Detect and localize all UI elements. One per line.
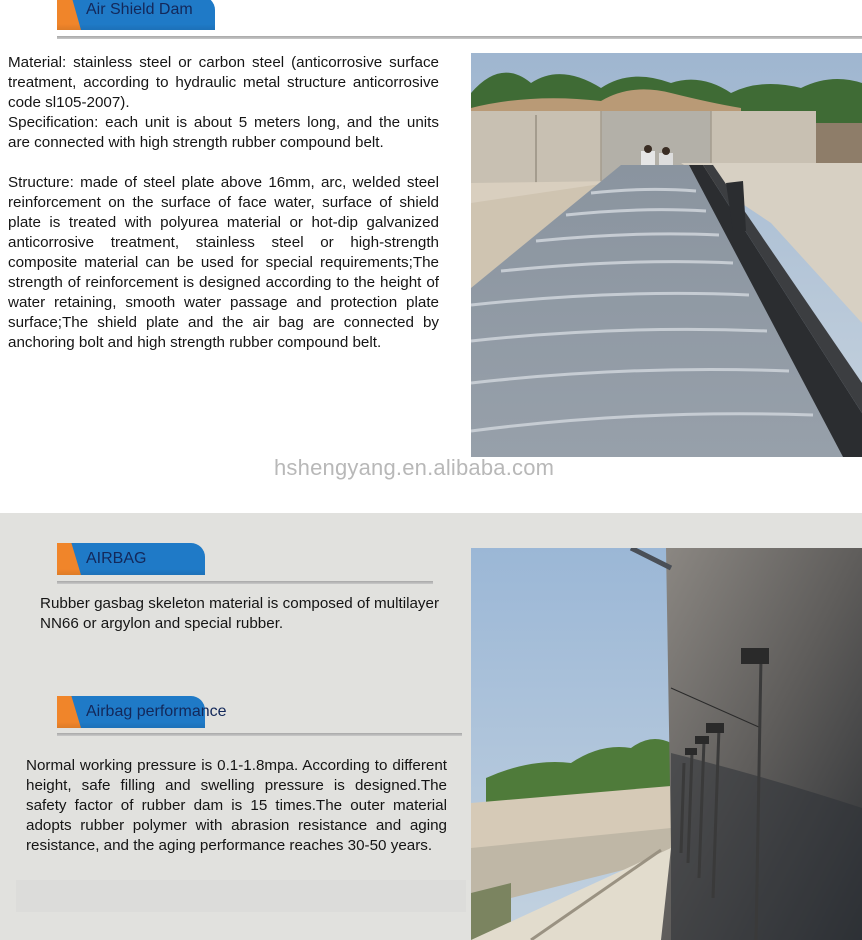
airbag-performance-paragraph: Normal working pressure is 0.1-1.8mpa. According to different height, safe filling and swelling pressure is designed.The safety factor of rubber dam is 15 times.The outer material adopts rubber polymer with abrasion resistance and aging resistance, and the aging performance reaches 30-50 years. [26, 757, 447, 854]
section-header-airbag [57, 543, 205, 575]
airbag-material-paragraph: Rubber gasbag skeleton material is composed of multilayer NN66 or argylon and special rubber. [40, 595, 439, 632]
section-divider [57, 36, 862, 39]
watermark: hshengyang.en.alibaba.com [274, 455, 555, 480]
section-title: Air Shield Dam [86, 1, 193, 18]
airbag-dam-illustration [471, 548, 862, 940]
material-paragraph: Material: stainless steel or carbon steel (anticorrosive surface treatment, according to hydraulic metal structure anticorrosive code sl105-2007). [8, 54, 439, 111]
airbag-dam-photo [471, 548, 862, 940]
section-divider [57, 733, 462, 736]
shield-dam-photo [471, 53, 862, 457]
section-header-airbag-performance [57, 696, 227, 728]
section-title: AIRBAG [86, 550, 147, 567]
section-header-air-shield-dam [57, 0, 215, 30]
section-divider [57, 581, 433, 584]
structure-paragraph: Structure: made of steel plate above 16mm, arc, welded steel reinforcement on the surface of face water, surface of shield plate is treated with polyurea material or hot-dip galvanized anticorrosive treatment, stainless steel or high-strength composite material can be used for special requirements;The strength of reinforcement is designed according to the height of water retaining, smooth water passage and protection plate surface;The shield plate and the air bag are connected by anchoring bolt and high strength rubber compound belt. [8, 174, 439, 351]
section-title: Airbag performance [86, 703, 227, 720]
specification-paragraph: Specification: each unit is about 5 meters long, and the units are connected with high strength rubber compound belt. [8, 114, 439, 151]
shield-dam-illustration [471, 53, 862, 457]
